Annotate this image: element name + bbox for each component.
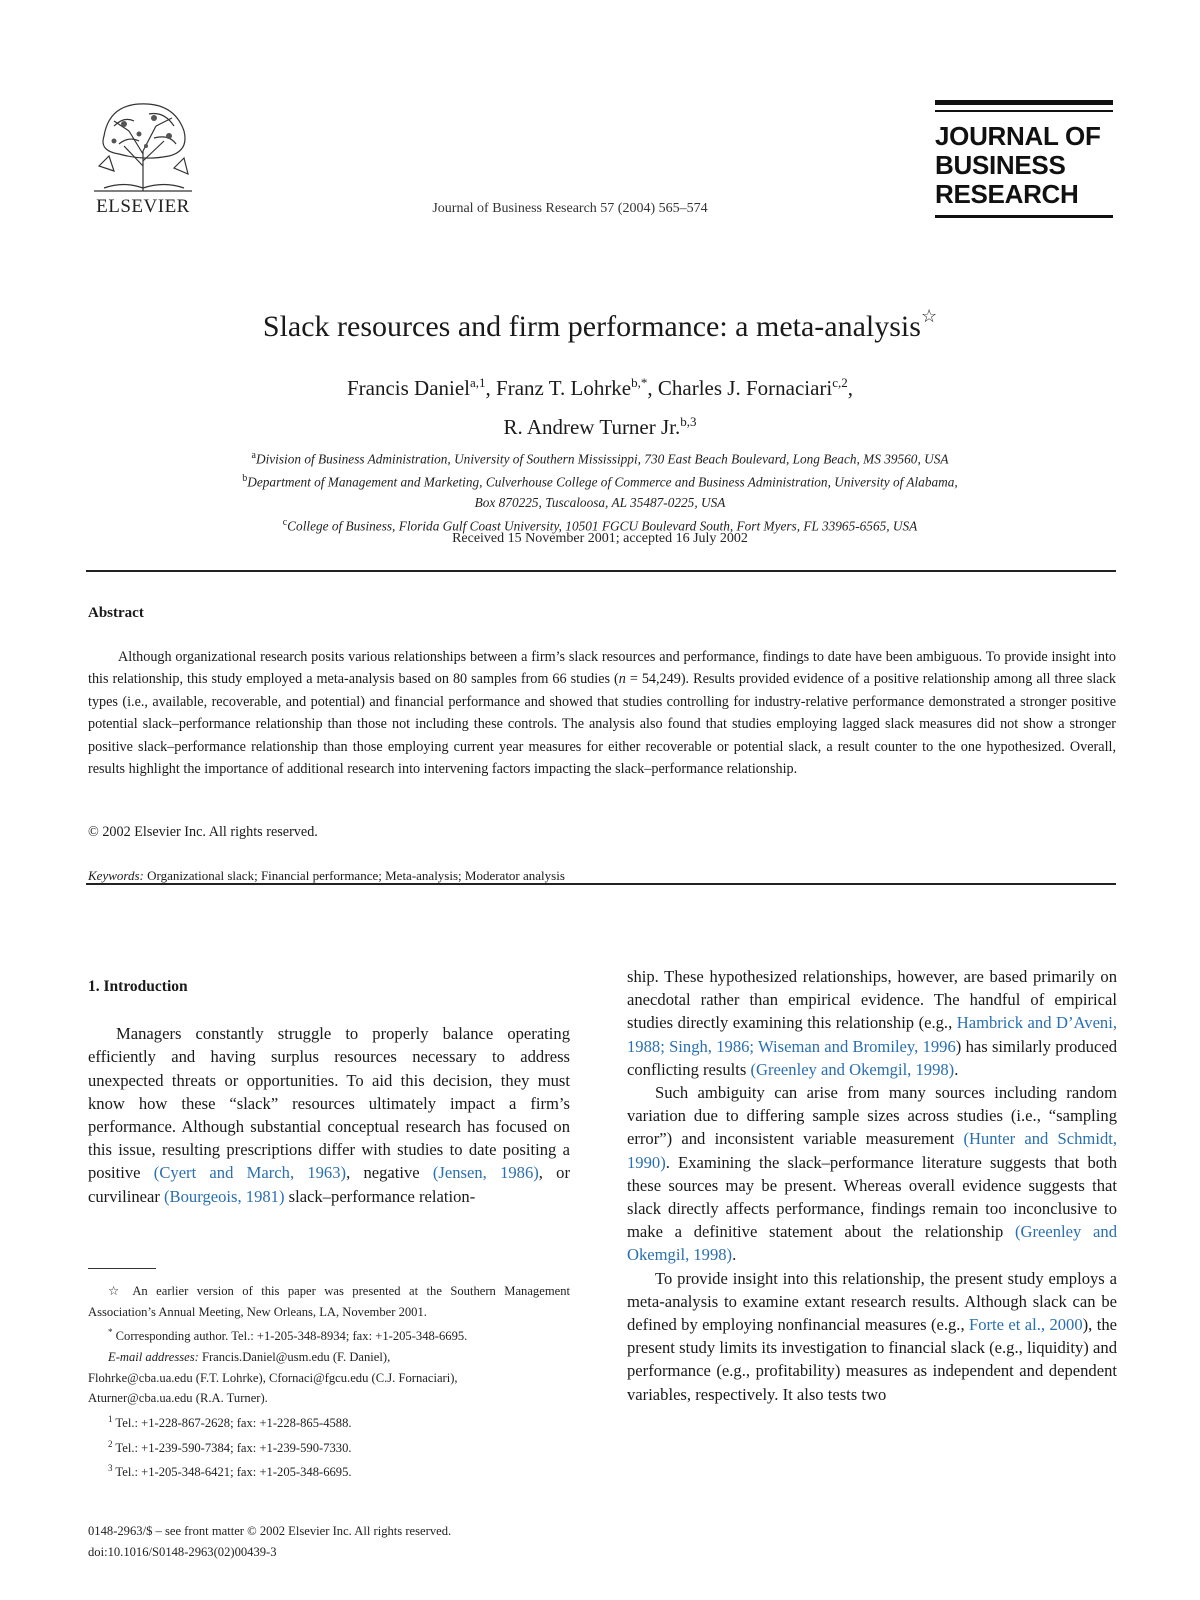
body-text: ship. These hypothesized relationships, however, are based primarily on anecdotal rather than empirical evidence. The handful of empirical studies directly examining this relationship (e.g.,: [627, 967, 1117, 1033]
footnote-divider: [88, 1268, 156, 1269]
section-heading-introduction: 1. Introduction: [88, 978, 188, 995]
citation-link[interactable]: Hambrick and D’Aveni, 1988; Singh, 1986; Wiseman and Bromiley, 1996: [627, 1013, 1117, 1056]
masthead-rule-top-thin: [935, 110, 1113, 112]
citation-link[interactable]: (Bourgeois, 1981): [164, 1186, 285, 1206]
footnote-email-cont[interactable]: Aturner@cba.ua.edu (R.A. Turner).: [88, 1391, 268, 1406]
masthead-rule-top: [935, 100, 1113, 105]
citation-link[interactable]: (Jensen, 1986): [432, 1163, 539, 1183]
author-separator: ,: [485, 376, 497, 400]
footnote-email: [88, 1347, 570, 1368]
footnote-mark: 1: [108, 1413, 113, 1424]
keywords-text: Organizational slack; Financial performance; Meta-analysis; Moderator analysis: [143, 868, 565, 883]
body-text: To provide insight into this relationship, the present study employs a meta-analysis to examine extant research results. Although slack can be defined by employing nonfinancial measures (e.g.,: [627, 1268, 1117, 1335]
email-label: E-mail addresses:: [108, 1349, 199, 1364]
footnote-email-cont[interactable]: Flohrke@cba.ua.edu (F.T. Lohrke), Cfornaci@fgcu.edu (C.J. Fornaciari),: [88, 1370, 458, 1385]
author-list: [0, 366, 1200, 444]
body-text: . Examining the slack–performance literature suggests that both these sources may be present. Whereas overall evidence suggests that slack directly affects performance, findings remain too inconclusive to make a definitive statement about the relationship: [627, 1152, 1117, 1242]
citation-link[interactable]: (Greenley and Okemgil, 1998): [627, 1222, 1117, 1265]
affiliation-text: College of Business, Florida Gulf Coast University, 10501 FGCU Boulevard South, Fort Myers, FL 33965-6565, USA: [287, 518, 918, 534]
page-header: [0, 0, 1200, 240]
body-text: ), the present study limits its investigation to financial slack (e.g., liquidity) and performance (e.g., profitability) measures as independent and dependent variables, respectively. It also tests two: [627, 1315, 1117, 1404]
abstract-text-pre: Although organizational research posits various relationships between a firm’s slack resources and performance, findings to date have been ambiguous. To provide insight into this relationship, this study employed a meta-analysis based on 80 samples from 66 studies (: [88, 649, 1116, 688]
article-title-text: Slack resources and firm performance: a meta-analysis: [262, 310, 921, 343]
author-separator: ,: [847, 376, 854, 400]
masthead-rule-bottom: [935, 215, 1113, 218]
title-footnote-star-icon[interactable]: ☆: [920, 306, 938, 326]
journal-citation: Journal of Business Research 57 (2004) 565–574: [432, 201, 708, 216]
footnote-corresponding: [88, 1322, 570, 1347]
footnote-text: Tel.: +1-205-348-6421; fax: +1-205-348-6695.: [112, 1465, 352, 1480]
publisher-name: ELSEVIER: [96, 196, 190, 217]
author-affil-mark: c,2: [832, 375, 848, 390]
body-text: ) has similarly produced conflicting results: [627, 1036, 1117, 1079]
footnote-mark: 3: [108, 1463, 113, 1474]
author-line-2: [0, 405, 1200, 444]
abstract-text-post: = 54,249). Results provided evidence of a positive relationship among all three slack types (i.e., available, recoverable, and potential) and financial performance and showed that studies controlling for industry-relative performance demonstrated a stronger positive potential slack–performance relationship than those not including these controls. The analysis also found that studies employing lagged slack measures did not show a stronger positive slack–performance relationship than those employing current year measures for either recoverable or potential slack, a result counter to the one hypothesized. Overall, results highlight the importance of additional research into intervening factors impacting the slack–performance relationship.: [88, 671, 1116, 778]
affiliation-mark: b: [242, 473, 248, 485]
received-dates: Received 15 November 2001; accepted 16 July 2002: [452, 531, 748, 546]
left-column: [88, 975, 570, 1208]
footnote-2: [88, 1434, 570, 1459]
author-line-1: [0, 366, 1200, 405]
journal-name: [935, 122, 1101, 209]
journal-masthead: [935, 100, 1113, 218]
author-name: Francis Daniel: [346, 376, 470, 400]
doi-line[interactable]: doi:10.1016/S0148-2963(02)00439-3: [88, 1545, 277, 1559]
right-column: [627, 965, 1117, 1406]
author-affil-mark: a,1: [470, 375, 486, 390]
footnote-star-icon: ☆: [108, 1284, 125, 1298]
author-name: R. Andrew Turner Jr.: [503, 415, 681, 439]
body-text: .: [954, 1059, 959, 1079]
body-text: .: [732, 1245, 737, 1265]
divider-bottom: [86, 883, 1116, 885]
author-affil-mark: b,3: [680, 414, 697, 429]
intro-paragraph-3: [627, 1267, 1117, 1406]
body-text: , or curvilinear: [88, 1163, 570, 1206]
abstract-n-symbol: n: [618, 671, 626, 688]
body-text: slack–performance relation-: [284, 1186, 476, 1206]
body-text: , negative: [346, 1163, 433, 1183]
body-text: Such ambiguity can arise from many sources including random variation due to differing sample sizes across studies (i.e., “sampling error”) and inconsistent variable measurement: [627, 1083, 1117, 1149]
footnote-star: [88, 1281, 570, 1322]
affiliation-b-cont: [130, 493, 1070, 513]
divider-top: [86, 570, 1116, 572]
journal-name-line-3: RESEARCH: [935, 179, 1079, 209]
citation-link[interactable]: (Hunter and Schmidt, 1990): [627, 1129, 1117, 1172]
footnote-mark: *: [108, 1327, 113, 1338]
abstract-copyright: © 2002 Elsevier Inc. All rights reserved.: [88, 824, 318, 840]
affiliation-mark: a: [251, 450, 256, 461]
author-name: Charles J. Fornaciari: [657, 376, 833, 400]
footnote-mark: 2: [108, 1438, 113, 1449]
article-title: [0, 306, 1200, 344]
journal-name-line-1: JOURNAL OF: [935, 121, 1101, 151]
keywords: [88, 868, 565, 884]
footnote-1: [88, 1409, 570, 1434]
email-text[interactable]: Francis.Daniel@usm.edu (F. Daniel),: [198, 1349, 391, 1364]
author-separator: ,: [647, 376, 658, 400]
intro-paragraph-1: [88, 1022, 570, 1208]
affiliation-mark: c: [282, 516, 288, 528]
issn-line: 0148-2963/$ – see front matter © 2002 Elsevier Inc. All rights reserved.: [88, 1524, 452, 1538]
affiliation-text: Division of Business Administration, University of Southern Mississippi, 730 East Beach Boulevard, Long Beach, MS 39560, USA: [255, 451, 949, 467]
page-footer: [88, 1521, 451, 1563]
abstract-paragraph: [88, 646, 1116, 780]
abstract-heading: Abstract: [88, 605, 144, 621]
citation-link[interactable]: (Cyert and March, 1963): [153, 1163, 347, 1183]
footnote-text: Tel.: +1-239-590-7384; fax: +1-239-590-7330.: [112, 1440, 352, 1455]
footnote-3: [88, 1458, 570, 1483]
author-affil-mark: b,*: [631, 375, 648, 390]
footnotes: [88, 1281, 570, 1483]
citation-link[interactable]: Forte et al., 2000: [969, 1315, 1083, 1335]
keywords-label: Keywords:: [88, 868, 144, 883]
journal-name-line-2: BUSINESS: [935, 150, 1066, 180]
affiliations: [130, 446, 1070, 536]
affiliation-text: Box 870225, Tuscaloosa, AL 35487-0225, USA: [474, 494, 726, 510]
citation-link[interactable]: (Greenley and Okemgil, 1998): [750, 1059, 955, 1079]
affiliation-a: [130, 446, 1070, 469]
body-text: Managers constantly struggle to properly balance operating efficiently and having surplus resources necessary to address unexpected threats or opportunities. To aid this decision, they must know how these “slack” resources ultimately impact a firm’s performance. Although substantial conceptual research has focused on this issue, resulting prescriptions differ with studies to date positing a positive: [88, 1024, 570, 1183]
footnote-text: Tel.: +1-228-867-2628; fax: +1-228-865-4588.: [112, 1415, 352, 1430]
footnote-text: An earlier version of this paper was presented at the Southern Management Association’s Annual Meeting, New Orleans, LA, November 2001.: [88, 1284, 571, 1319]
intro-paragraph-2: [627, 1081, 1117, 1267]
author-name: Franz T. Lohrke: [496, 376, 632, 400]
affiliation-text: Department of Management and Marketing, Culverhouse College of Commerce and Business Administration, University of Alabama,: [247, 474, 958, 490]
footnote-text: Corresponding author. Tel.: +1-205-348-8934; fax: +1-205-348-6695.: [112, 1329, 468, 1344]
abstract-body: [88, 646, 1116, 780]
intro-paragraph-1-cont: [627, 965, 1117, 1081]
affiliation-b: [130, 469, 1070, 492]
